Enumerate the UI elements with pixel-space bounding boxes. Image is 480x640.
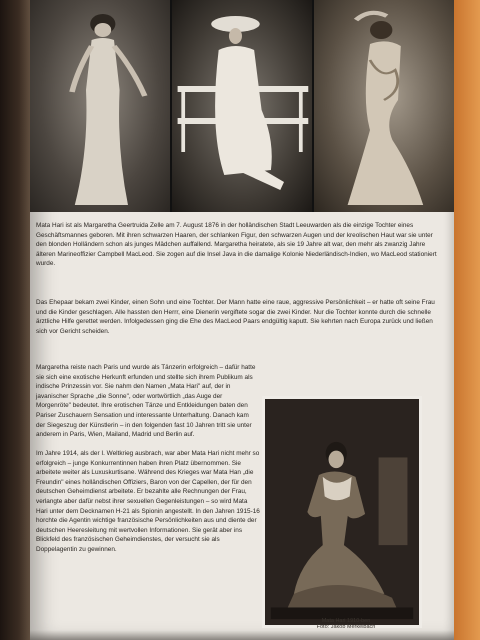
caption-credit: Fotó: Jakob Merkelbach xyxy=(316,624,376,630)
paragraph-text: Mata Hari ist als Margaretha Geertruida Zelle am 7. August 1876 in der holländischen Stadt Leeuwarden als die einzige Tochter eines Geschäftsmannes geboren. Mit ihren schwarzen Haaren, der schlanken Figur, den schwarzen Augen und der kreolischen Haut war sie unter den blonden Holländern schon als junges Mädchen auffallend. Margaretha heiratete, als sie 19 Jahre alt war, den mehr als zwanzig Jahre älteren Marineoffizier Campbell MacLeod. Sie zogen auf die Insel Java in die damalige Kolonie Niederländisch-Indien, wo MacLeod stationiert wurde. xyxy=(36,222,437,268)
paragraph-war xyxy=(36,449,260,555)
paragraph-paris xyxy=(36,363,258,440)
page-bottom-shadow xyxy=(30,630,454,640)
photo-strip xyxy=(30,0,454,212)
photo-woman-standing xyxy=(30,0,170,212)
paragraph-marriage xyxy=(36,298,440,336)
portrait-caption xyxy=(286,618,406,630)
paragraph-text: Margaretha reiste nach Paris und wurde als Tänzerin erfolgreich – dafür hatte sie sich eine exotische Herkunft erfunden und stellte sich ihrem Publikum als indische Prinzessin vor. Sie nahm den Namen „Mata Hari" auf, der in javanischer Sprache „die Sonne", oder wortwörtlich „das Auge der Morgenröte" bedeutet. Ihre erotischen Tänze und Entkleidungen baten den Pariser Zuschauern Sensation und interessante Unterhaltung. Danach kam der Siegeszug der Künstlerin – in den folgenden fast 10 Jahren tritt sie unter anderem in Paris, Wien, Mailand, Madrid und Berlin auf. xyxy=(36,364,256,439)
caption-title: Mata Hari 1910-ben xyxy=(321,618,371,624)
photo-woman-dancing xyxy=(314,0,454,212)
paragraph-birth xyxy=(36,221,440,269)
photo-woman-bench xyxy=(172,0,312,212)
book-spine xyxy=(0,0,34,640)
book-page xyxy=(30,0,454,640)
paragraph-text: Das Ehepaar bekam zwei Kinder, einen Sohn und eine Tochter. Der Mann hatte eine raue, aggressive Persönlichkeit – er hatte oft seine Frau und die Kinder geschlagen. Alle hassten den Herrr, eine Dienerin vergiftete sogar die zwei Kinder. Nur die Tochter konnte durch die schnelle ärztliche Hilfe gerettet werden. Infolgedessen ging die Ehe des MacLeod Paars endgültig kaputt. Sie kehrten nach Europa zurück und ließen sich vor Gericht scheiden. xyxy=(36,299,435,335)
paragraph-text: Im Jahre 1914, als der I. Weltkrieg ausbrach, war aber Mata Hari nicht mehr so erfolgreich – junge Konkurrentinnen haben ihren Platz übernommen. Sie arbeitete weiter als Luxuskurtisane. Während des Krieges war Mata Han „die Freundin" eines holländischen Offiziers, Baron von der Capellen, der für den deutschen Geheimdienst arbeitete. Er bezahlte alle Rechnungen der Frau, verlangte aber dafür nebst ihrer sexuellen Gegenleistungen – so wird Mata Hari unter dem Decknamen H-21 als Spionin angestellt. In den Jahren 1915-16 horchte die Agentin wichtige französische Persönlichkeiten aus und diente der deutschen Heeresleitung mit wertvollen Informationen. Sie gerät aber ins Blickfeld des französischen Geheimdienstes, der versucht sie als Doppelagentin zu gewinnen. xyxy=(36,450,260,553)
portrait-photo xyxy=(262,396,422,628)
book-edge xyxy=(452,0,480,640)
